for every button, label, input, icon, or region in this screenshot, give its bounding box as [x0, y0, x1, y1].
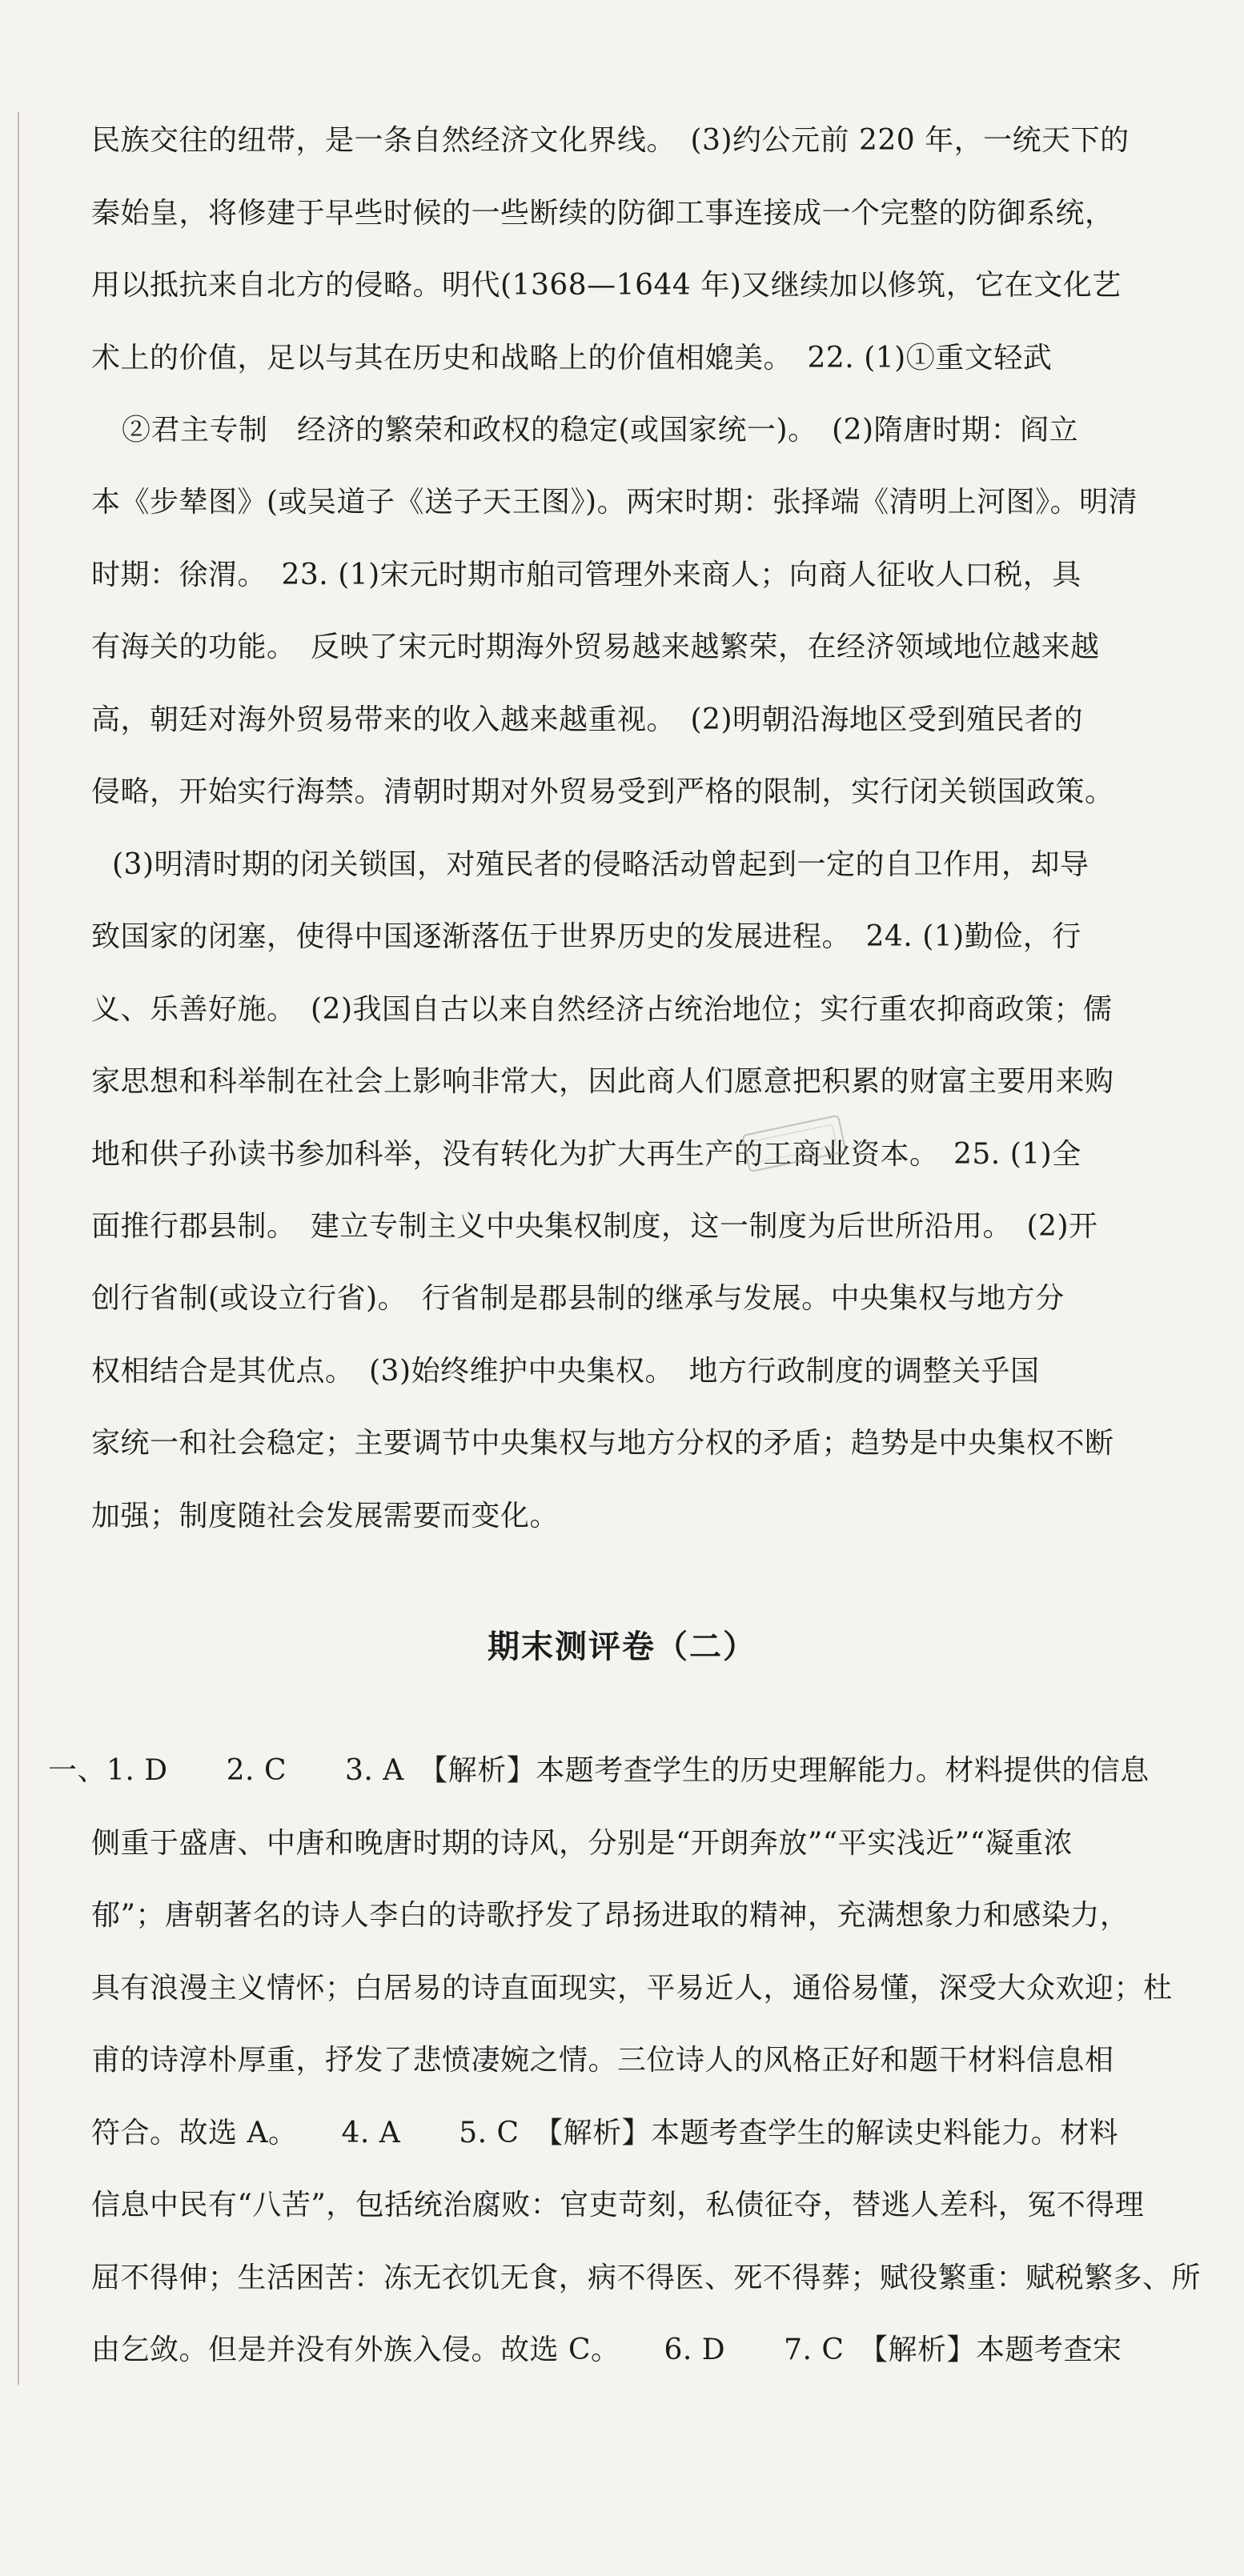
text-line: 屈不得伸；生活困苦：冻无衣饥无食，病不得医、死不得葬；赋役繁重：赋税繁多、所 [91, 2262, 1202, 2294]
text-line: 秦始皇，将修建于早些时候的一些断续的防御工事连接成一个完整的防御系统， [91, 197, 1114, 230]
text-line: 高，朝廷对海外贸易带来的收入越来越重视。 (2)明朝沿海地区受到殖民者的 [91, 703, 1083, 736]
text-line: 家统一和社会稳定；主要调节中央集权与地方分权的矛盾；趋势是中央集权不断 [91, 1427, 1114, 1460]
text-line: 义、乐善好施。 (2)我国自古以来自然经济占统治地位；实行重农抑商政策；儒 [91, 993, 1113, 1026]
text-line: 权相结合是其优点。 (3)始终维护中央集权。 地方行政制度的调整关乎国 [91, 1355, 1040, 1388]
text-line: 面推行郡县制。 建立专制主义中央集权制度，这一制度为后世所沿用。 (2)开 [91, 1210, 1098, 1243]
text-line: 本《步辇图》(或吴道子《送子天王图》)。两宋时期：张择端《清明上河图》。明清 [91, 486, 1138, 519]
text-line: 符合。故选 A。 4. A 5. C 【解析】本题考查学生的解读史料能力。材料 [91, 2117, 1119, 2149]
text-line: 侵略，开始实行海禁。清朝时期对外贸易受到严格的限制，实行闭关锁国政策。 [91, 775, 1114, 808]
text-line: 民族交往的纽带，是一条自然经济文化界线。 (3)约公元前 220 年，一统天下的 [91, 124, 1130, 157]
text-line: 创行省制(或设立行省)。 行省制是郡县制的继承与发展。中央集权与地方分 [91, 1282, 1065, 1315]
text-line: 具有浪漫主义情怀；白居易的诗直面现实，平易近人，通俗易懂，深受大众欢迎；杜 [91, 1972, 1173, 2005]
text-line: 致国家的闭塞，使得中国逐渐落伍于世界历史的发展进程。 24. (1)勤俭，行 [91, 920, 1081, 953]
binding-margin-line [18, 112, 19, 2385]
text-line: 由乞敛。但是并没有外族入侵。故选 C。 6. D 7. C 【解析】本题考查宋 [91, 2334, 1122, 2366]
text-line: 一、1. D 2. C 3. A 【解析】本题考查学生的历史理解能力。材料提供的信息 [48, 1754, 1150, 1787]
text-line: 甫的诗淳朴厚重，抒发了悲愤凄婉之情。三位诗人的风格正好和题干材料信息相 [91, 2044, 1114, 2077]
text-line: 有海关的功能。 反映了宋元时期海外贸易越来越繁荣，在经济领域地位越来越 [91, 631, 1100, 663]
text-line: 术上的价值，足以与其在历史和战略上的价值相媲美。 22. (1)①重文轻武 [91, 342, 1053, 375]
text-line: (3)明清时期的闭关锁国，对殖民者的侵略活动曾起到一定的自卫作用，却导 [112, 848, 1090, 881]
text-line: 用以抵抗来自北方的侵略。明代(1368—1644 年)又继续加以修筑，它在文化艺 [91, 269, 1122, 302]
text-line: 时期：徐渭。 23. (1)宋元时期市舶司管理外来商人；向商人征收人口税，具 [91, 559, 1081, 591]
text-line: 地和供子孙读书参加科举，没有转化为扩大再生产的工商业资本。 25. (1)全 [91, 1138, 1081, 1171]
text-line: 信息中民有“八苦”，包括统治腐败：官吏苛刻，私债征夺，替逃人差科，冤不得理 [91, 2189, 1145, 2221]
section-title: 期末测评卷（二） [488, 1629, 756, 1665]
text-line: 郁”；唐朝著名的诗人李白的诗歌抒发了昂扬进取的精神，充满想象力和感染力， [91, 1899, 1130, 1932]
text-line: ②君主专制 经济的繁荣和政权的稳定(或国家统一)。 (2)隋唐时期：阎立 [122, 414, 1079, 447]
text-line: 加强；制度随社会发展需要而变化。 [91, 1500, 560, 1532]
text-line: 侧重于盛唐、中唐和晚唐时期的诗风，分别是“开朗奔放”“平实浅近”“凝重浓 [91, 1827, 1073, 1860]
text-line: 家思想和科举制在社会上影响非常大，因此商人们愿意把积累的财富主要用来购 [91, 1065, 1114, 1098]
